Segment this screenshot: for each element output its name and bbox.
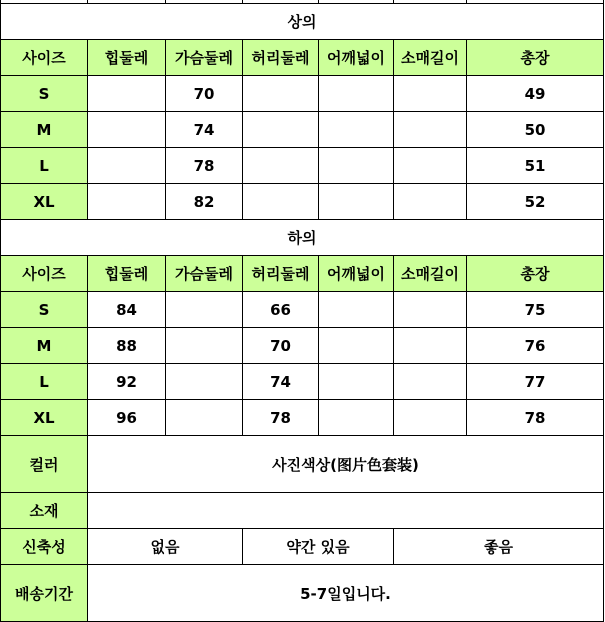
table-cell	[319, 112, 394, 148]
shipping-row	[1, 565, 604, 622]
header-cell: 어깨넓이	[319, 40, 394, 76]
table-cell	[394, 400, 467, 436]
table-cell: 78	[166, 148, 243, 184]
table-cell: 77	[467, 364, 604, 400]
header-cell: 가슴둘레	[166, 40, 243, 76]
stretch-label: 신축성	[1, 529, 88, 565]
table-cell: 74	[243, 364, 319, 400]
table-cell: 82	[166, 184, 243, 220]
size-label-cell: XL	[1, 184, 88, 220]
table-row	[1, 292, 604, 328]
table-cell	[319, 184, 394, 220]
header-cell: 사이즈	[1, 256, 88, 292]
bottom-section-title: 하의	[1, 220, 604, 256]
table-cell	[88, 76, 166, 112]
table-row	[1, 76, 604, 112]
header-cell: 소매길이	[394, 256, 467, 292]
table-cell	[243, 76, 319, 112]
header-cell: 허리둘레	[243, 40, 319, 76]
stretch-option-slight: 약간 있음	[243, 529, 394, 565]
header-cell: 어깨넓이	[319, 256, 394, 292]
table-cell	[166, 328, 243, 364]
table-cell	[394, 112, 467, 148]
table-cell	[394, 76, 467, 112]
table-cell: 75	[467, 292, 604, 328]
table-cell: 88	[88, 328, 166, 364]
table-cell	[319, 364, 394, 400]
material-row	[1, 493, 604, 529]
stretch-option-none: 없음	[88, 529, 243, 565]
table-cell: 49	[467, 76, 604, 112]
table-cell	[88, 112, 166, 148]
header-cell: 힙둘레	[88, 256, 166, 292]
stretch-option-good: 좋음	[394, 529, 604, 565]
table-cell: 78	[243, 400, 319, 436]
table-cell	[243, 184, 319, 220]
size-label-cell: S	[1, 76, 88, 112]
header-cell: 힙둘레	[88, 40, 166, 76]
table-cell	[166, 400, 243, 436]
table-cell	[166, 292, 243, 328]
size-label-cell: M	[1, 328, 88, 364]
table-cell: 76	[467, 328, 604, 364]
shipping-label: 배송기간	[1, 565, 88, 622]
table-cell: 96	[88, 400, 166, 436]
size-label-cell: L	[1, 148, 88, 184]
table-cell: 66	[243, 292, 319, 328]
table-cell: 70	[166, 76, 243, 112]
header-cell: 총장	[467, 40, 604, 76]
table-cell: 51	[467, 148, 604, 184]
table-cell	[319, 76, 394, 112]
table-cell: 92	[88, 364, 166, 400]
table-cell	[243, 148, 319, 184]
header-cell: 사이즈	[1, 40, 88, 76]
header-cell: 허리둘레	[243, 256, 319, 292]
table-cell	[243, 112, 319, 148]
table-cell	[394, 364, 467, 400]
table-cell	[394, 148, 467, 184]
shipping-value: 5-7일입니다.	[88, 565, 604, 622]
table-cell	[88, 184, 166, 220]
table-cell	[88, 148, 166, 184]
material-value	[88, 493, 604, 529]
header-cell: 가슴둘레	[166, 256, 243, 292]
top-section-title: 상의	[1, 4, 604, 40]
table-row	[1, 328, 604, 364]
table-cell	[166, 364, 243, 400]
table-cell	[319, 148, 394, 184]
size-label-cell: S	[1, 292, 88, 328]
table-row	[1, 400, 604, 436]
size-label-cell: XL	[1, 400, 88, 436]
table-cell: 78	[467, 400, 604, 436]
color-row	[1, 436, 604, 493]
table-cell: 74	[166, 112, 243, 148]
table-cell	[319, 328, 394, 364]
table-cell	[319, 292, 394, 328]
bottom-header-row	[1, 256, 604, 292]
header-cell: 소매길이	[394, 40, 467, 76]
header-cell: 총장	[467, 256, 604, 292]
table-cell	[394, 292, 467, 328]
table-row	[1, 364, 604, 400]
table-row	[1, 184, 604, 220]
table-row	[1, 112, 604, 148]
table-cell	[394, 328, 467, 364]
stretch-row	[1, 529, 604, 565]
material-label: 소재	[1, 493, 88, 529]
table-cell: 50	[467, 112, 604, 148]
table-cell	[319, 400, 394, 436]
top-header-row	[1, 40, 604, 76]
table-cell	[394, 184, 467, 220]
table-row	[1, 148, 604, 184]
color-label: 컬러	[1, 436, 88, 493]
table-cell: 70	[243, 328, 319, 364]
color-value: 사진색상(图片色套装)	[88, 436, 604, 493]
table-cell: 52	[467, 184, 604, 220]
size-label-cell: L	[1, 364, 88, 400]
table-cell: 84	[88, 292, 166, 328]
size-label-cell: M	[1, 112, 88, 148]
